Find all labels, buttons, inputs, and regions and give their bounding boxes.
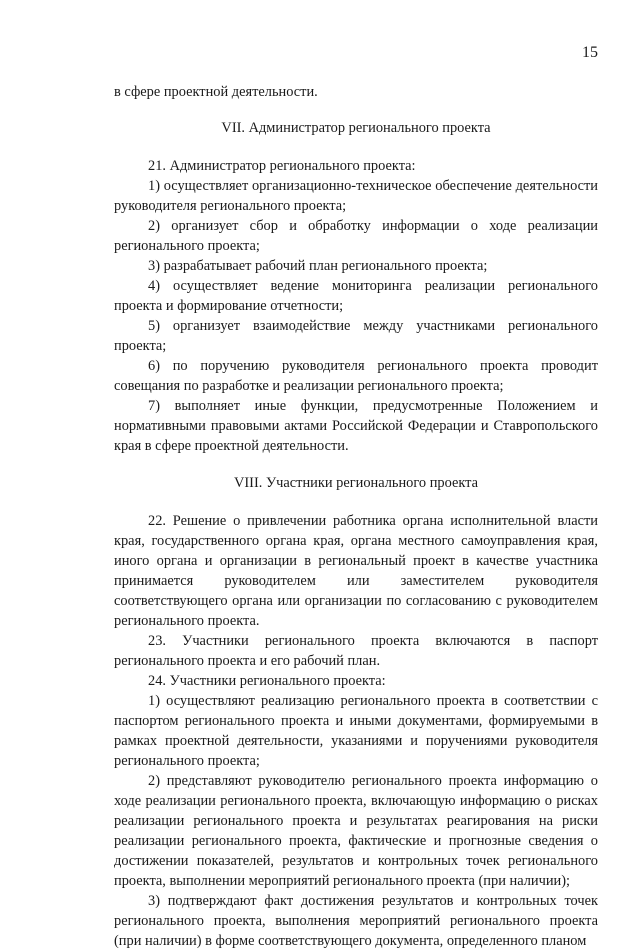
paragraph: 23. Участники регионального проекта включаются в паспорт регионального проекта и его рабочий план. (114, 633, 598, 669)
paragraph: 1) осуществляют реализацию регионального проекта в соответствии с паспортом регионального проекта и иными документами, формируемыми в рамках проектной деятельности, указаниями и поручениями руководителя регионального проекта; (114, 693, 598, 769)
page-number: 15 (582, 44, 598, 61)
paragraph: 4) осуществляет ведение мониторинга реализации регионального проекта и формирование отчетности; (114, 278, 598, 314)
section-7-body (114, 156, 598, 456)
paragraph: 2) представляют руководителю регионального проекта информацию о ходе реализации регионального проекта, включающую информацию о рисках реализации регионального проекта и результатах реагирования на риски реализации регионального проекта, фактические и прогнозные сведения о достижении показателей, результатов и контрольных точек регионального проекта, выполнении мероприятий регионального проекта (при наличии); (114, 773, 598, 889)
intro-line: в сфере проектной деятельности. (114, 84, 318, 100)
paragraph: 5) организует взаимодействие между участниками регионального проекта; (114, 318, 598, 354)
paragraph: 3) разрабатывает рабочий план регионального проекта; (148, 258, 488, 274)
section-8-body (114, 511, 598, 951)
paragraph: 7) выполняет иные функции, предусмотренные Положением и нормативными правовыми актами Российской Федерации и Ставропольского края в сфере проектной деятельности. (114, 398, 598, 454)
paragraph: 2) организует сбор и обработку информации о ходе реализации регионального проекта; (114, 218, 598, 254)
paragraph: 1) осуществляет организационно-техническое обеспечение деятельности руководителя регионального проекта; (114, 178, 598, 214)
document-body (114, 82, 598, 951)
paragraph: 3) подтверждают факт достижения результатов и контрольных точек регионального проекта, выполнения мероприятий регионального проекта (при наличии) в форме соответствующего документа, определенного планом (114, 893, 598, 949)
section-8-heading: VIII. Участники регионального проекта (233, 475, 479, 491)
paragraph: 21. Администратор регионального проекта: (148, 158, 416, 174)
paragraph: 22. Решение о привлечении работника органа исполнительной власти края, государственного органа края, органа местного самоуправления края, иного органа и организации в региональный проект в качестве участника принимается руководителем или заместителем руководителя соответствующего органа или организации по согласованию с руководителем регионального проекта. (114, 513, 598, 629)
paragraph: 24. Участники регионального проекта: (148, 673, 386, 689)
paragraph: 6) по поручению руководителя регионального проекта проводит совещания по разработке и реализации регионального проекта; (114, 358, 598, 394)
section-7-heading: VII. Администратор регионального проекта (221, 120, 491, 136)
